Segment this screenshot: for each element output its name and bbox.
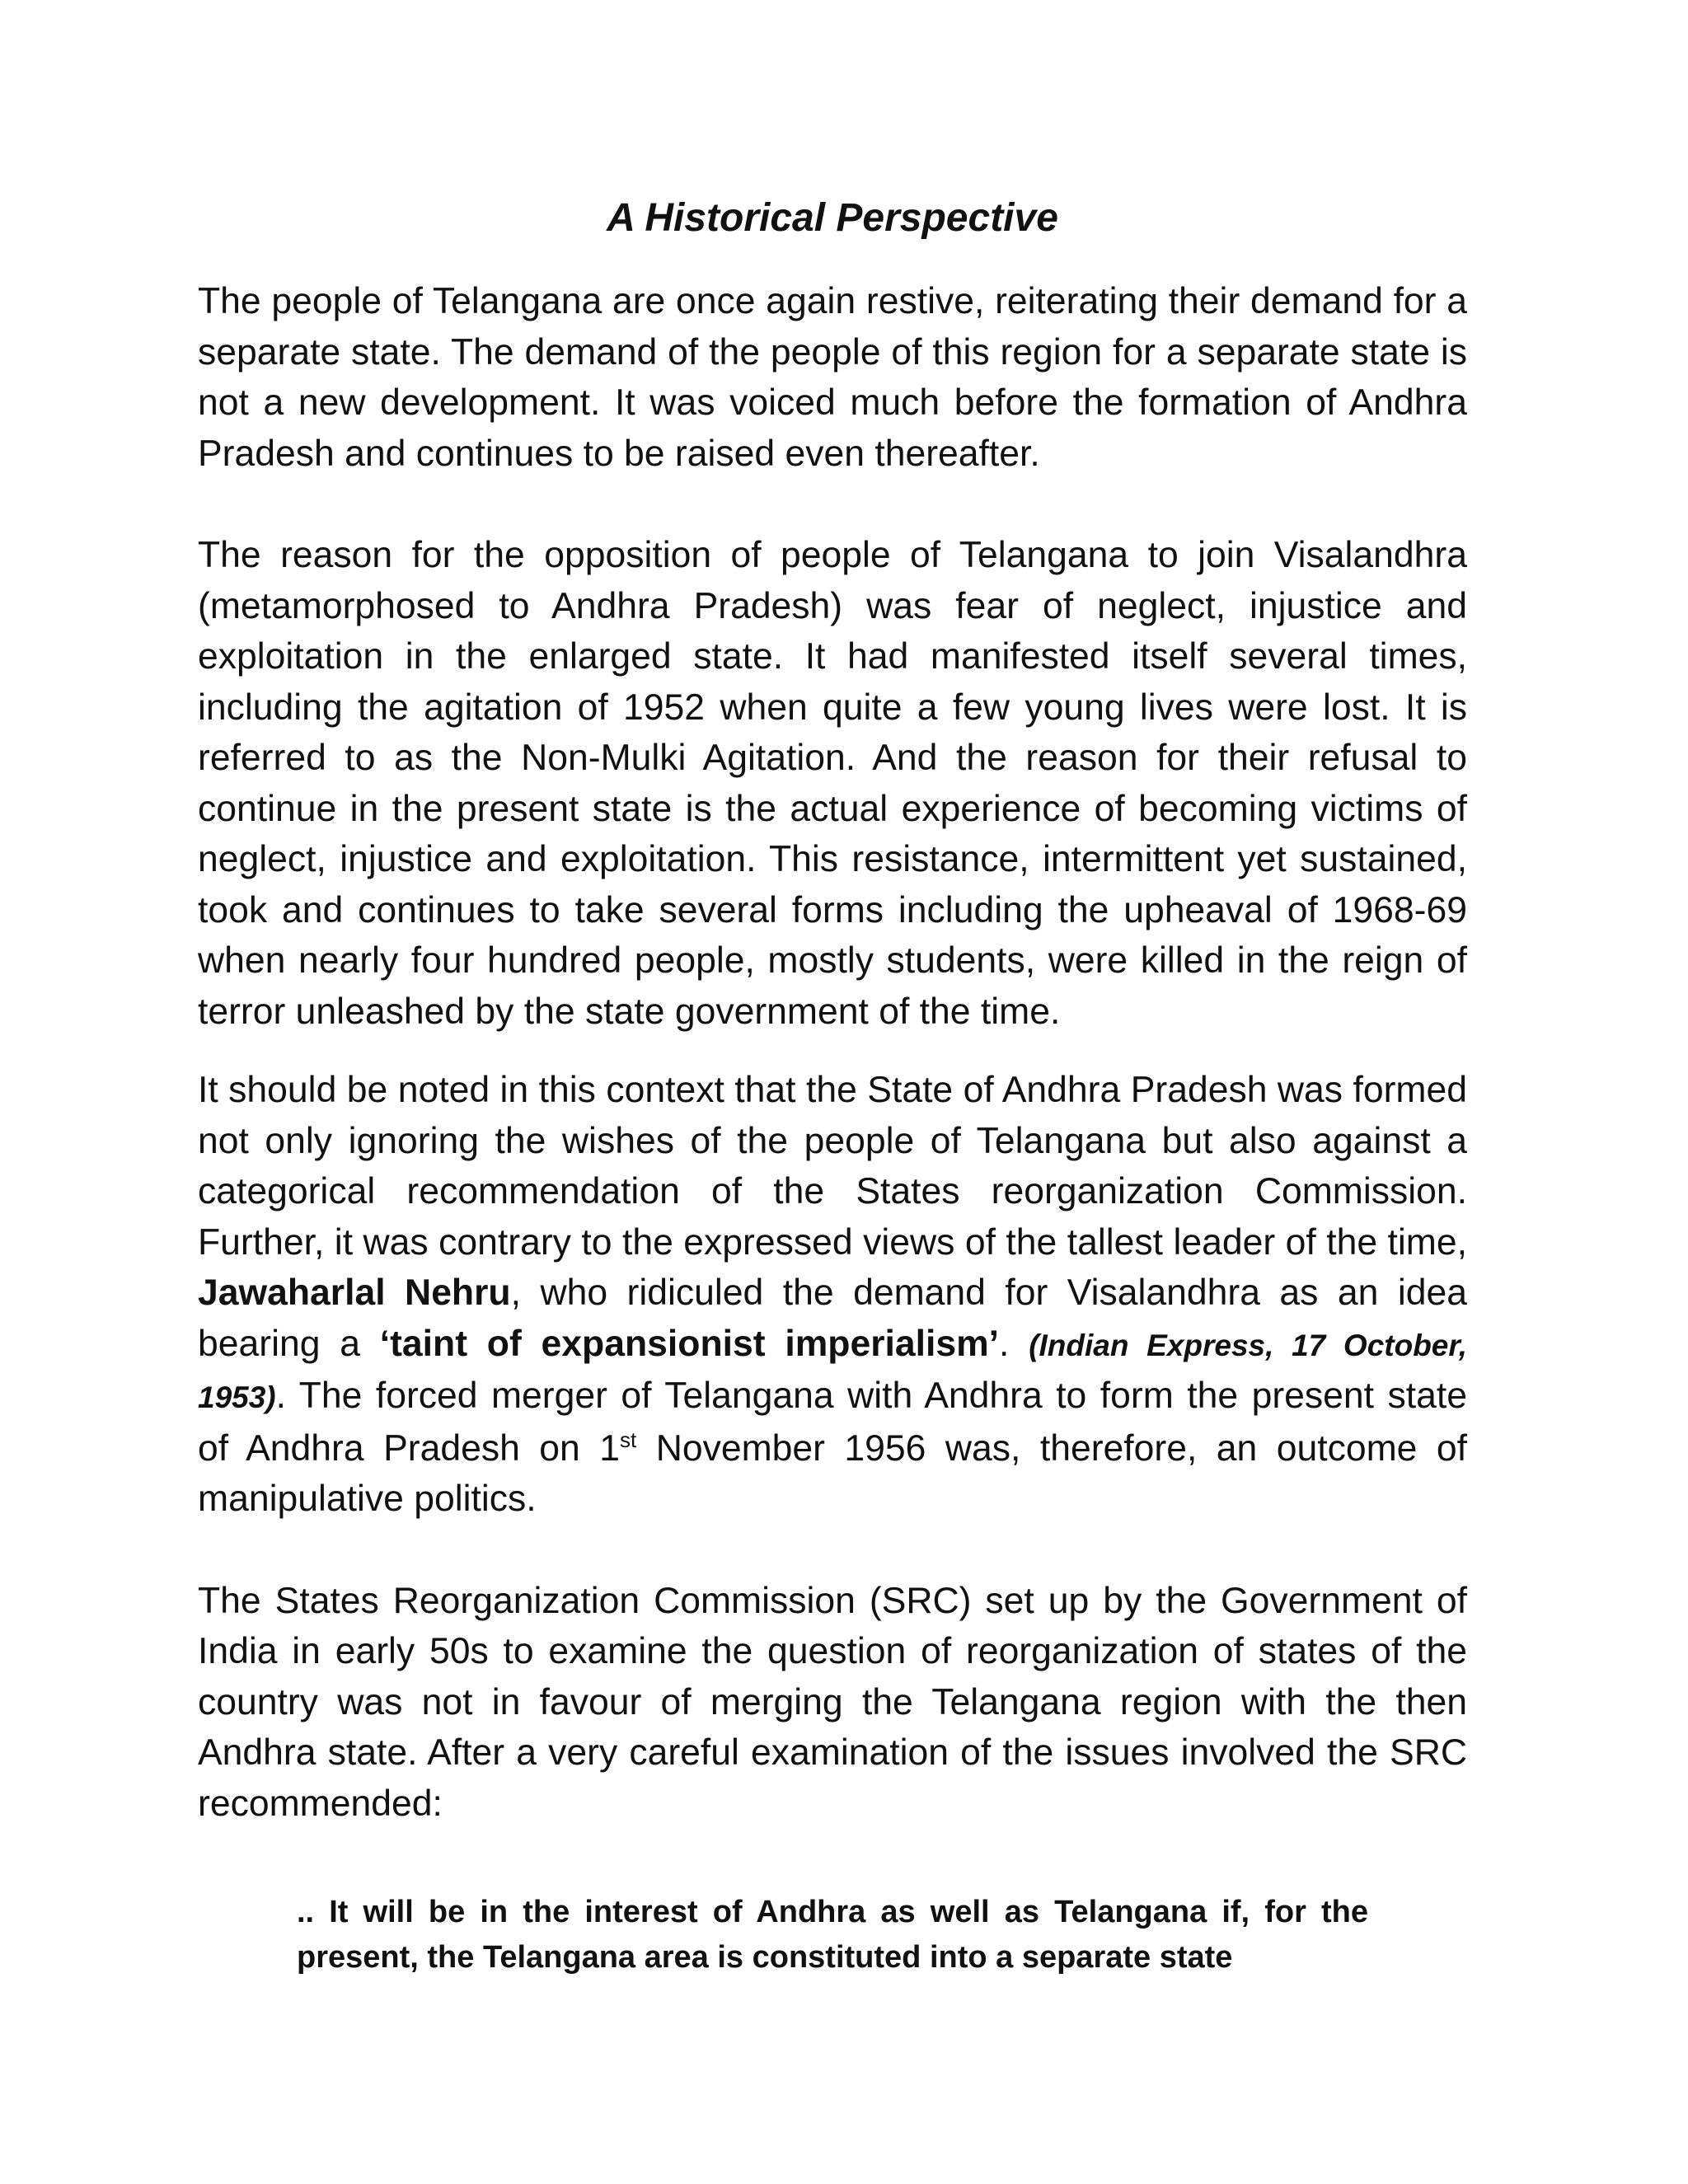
document-page xyxy=(198,194,1467,1980)
paragraph-3-text-b: , who ridiculed the demand for Visalandhra as an idea bearing a xyxy=(198,1272,1467,1364)
paragraph-2: The reason for the opposition of people of Telangana to join Visalandhra (metamorphosed to Andhra Pradesh) was fear of neglect, injustice and exploitation in the enlarged state. It had manifested itself several times, including the agitation of 1952 when quite a few young lives were lost. It is referred to as the Non-Mulki Agitation. And the reason for their refusal to continue in the present state is the actual experience of becoming victims of neglect, injustice and exploitation. This resistance, intermittent yet sustained, took and continues to take several forms including the upheaval of 1968-69 when nearly four hundred people, mostly students, were killed in the reign of terror unleashed by the state government of the time. xyxy=(198,535,1467,1032)
paragraph-3-text-d: . The forced merger of Telangana with Andhra to form the present state of Andhra Pradesh on 1 xyxy=(198,1376,1467,1469)
paragraph-3-text-a: It should be noted in this context that the State of Andhra Pradesh was formed not only ignoring the wishes of the people of Telangana but also against a categorical recommendation of the States reorganization Commission. Further, it was contrary to the expressed views of the tallest leader of the time, xyxy=(198,1070,1467,1263)
ordinal-suffix: st xyxy=(620,1427,637,1452)
paragraph-3-text-c: . xyxy=(999,1323,1029,1364)
nehru-quote: ‘taint of expansionist imperialism’ xyxy=(379,1323,1000,1364)
page-title: A Historical Perspective xyxy=(607,196,1058,240)
paragraph-4: The States Reorganization Commission (SRC) set up by the Government of India in early 50s to examine the question of reorganization of states of the country was not in favour of merging the Telangana region with the then Andhra state. After a very careful examination of the issues involved the SRC recommended: xyxy=(198,1580,1467,1824)
citation: (Indian Express, 17 October, 1953) xyxy=(198,1328,1468,1414)
block-quote: .. It will be in the interest of Andhra as well as Telangana if, for the present, the Telangana area is constituted into a separate state xyxy=(297,1895,1368,1975)
nehru-name: Jawaharlal Nehru xyxy=(198,1272,511,1313)
paragraph-1: The people of Telangana are once again restive, reiterating their demand for a separate state. The demand of the people of this region for a separate state is not a new development. It was voiced much before the formation of Andhra Pradesh and continues to be raised even thereafter. xyxy=(198,281,1467,474)
paragraph-3 xyxy=(198,1065,1467,1525)
paragraph-3-text-e: November 1956 was, therefore, an outcome of manipulative politics. xyxy=(198,1427,1467,1519)
